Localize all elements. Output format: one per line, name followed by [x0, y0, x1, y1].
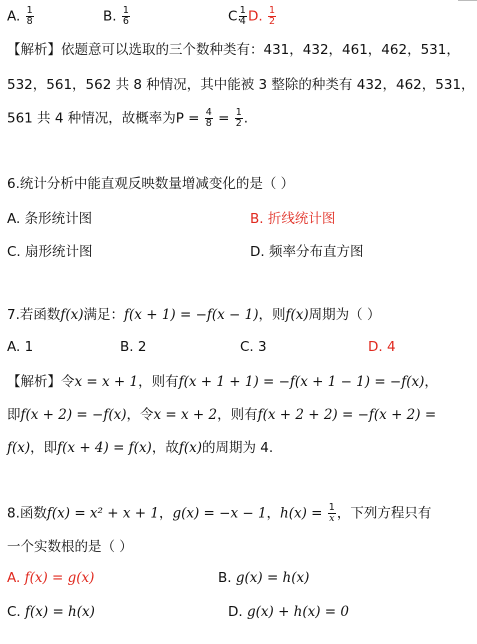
fraction	[122, 6, 130, 27]
denominator: 6	[122, 16, 129, 27]
math-expression: f(x + 1 + 1) = −f(x + 1 − 1) = −f(x)	[178, 374, 425, 390]
numerator: 1	[268, 5, 276, 16]
q7-analysis-line-3	[7, 438, 471, 458]
q5-analysis-line-3	[7, 108, 471, 129]
analysis-text: 【解析】令	[7, 374, 75, 390]
numerator: 1	[328, 502, 335, 513]
analysis-text: 即	[7, 407, 21, 423]
q7-analysis-line-1	[7, 372, 471, 392]
denominator: x	[329, 513, 335, 524]
equals-sign: =	[218, 110, 230, 127]
analysis-text: 561 共 4 种情况，故概率为P =	[7, 110, 200, 127]
q7-stem	[7, 305, 471, 325]
denominator: 2	[268, 16, 276, 27]
numerator: 1	[122, 5, 129, 16]
math-expression: f(x) = x² + x + 1	[46, 505, 159, 522]
q5-analysis-line-2: 532，561，562 共 8 种情况，其中能被 3 整除的种类有 432，462，531，	[7, 77, 475, 93]
stem-text: 满足：	[83, 307, 125, 323]
fraction	[26, 6, 34, 27]
analysis-text: ，则有	[138, 374, 179, 390]
q8-option-a	[7, 570, 94, 586]
denominator: 2	[235, 118, 242, 129]
math-expression: x = x + 2	[153, 407, 218, 423]
option-label: D.	[228, 604, 243, 620]
denominator: 8	[205, 118, 212, 129]
option-label: B.	[218, 570, 232, 586]
fraction	[235, 108, 243, 129]
option-label: C.	[7, 604, 21, 620]
analysis-text: ，故	[151, 440, 179, 456]
math-expression: f(x + 2) = −f(x)	[20, 407, 127, 423]
q7-option-a: A. 1	[7, 339, 34, 355]
q5-analysis-line-1: 【解析】依题意可以选取的三个数种类有：431，432，461，462，531，	[7, 42, 460, 58]
analysis-text: ，则有	[217, 407, 258, 423]
q8-stem-line-2: 一个实数根的是（ ）	[7, 539, 133, 555]
q7-option-d: D. 4	[368, 339, 396, 355]
option-label: A.	[7, 8, 21, 25]
stem-text: ，下列方程只有	[336, 505, 432, 522]
q5-option-c	[228, 6, 248, 27]
analysis-text: 的周期为 4.	[201, 440, 274, 456]
q6-option-d: D. 频率分布直方图	[250, 244, 364, 260]
q7-option-c: C. 3	[240, 339, 267, 355]
math-expression: f(x)	[178, 440, 202, 456]
option-label: B.	[103, 8, 117, 25]
stem-text: ，	[266, 505, 281, 522]
analysis-text: ，即	[30, 440, 58, 456]
stem-text: ，	[158, 505, 173, 522]
q8-option-c	[7, 604, 95, 620]
math-expression: f(x)	[60, 307, 84, 323]
math-expression: f(x + 4) = f(x)	[57, 440, 152, 456]
q7-option-b: B. 2	[120, 339, 147, 355]
math-expression: x = x + 1	[74, 374, 139, 390]
math-expression: f(x)	[285, 307, 309, 323]
analysis-text: ，	[424, 374, 438, 390]
stem-text: 7.若函数	[7, 307, 61, 323]
q6-option-b: B. 折线统计图	[250, 211, 336, 227]
analysis-text: ，令	[126, 407, 154, 423]
stem-text: ，则	[258, 307, 286, 323]
math-expression: g(x) = h(x)	[235, 570, 310, 586]
math-expression: g(x) + h(x) = 0	[246, 604, 349, 620]
math-expression: f(x + 1) = −f(x − 1)	[124, 307, 259, 323]
numerator: 1	[239, 5, 246, 16]
stem-text: 周期为（ ）	[308, 307, 381, 323]
q8-option-b	[218, 570, 309, 586]
stem-text: 8.函数	[7, 505, 47, 522]
option-label: C.	[228, 8, 242, 25]
numerator: 1	[235, 107, 242, 118]
option-label: A.	[7, 570, 21, 586]
math-expression: f(x)	[7, 440, 31, 456]
math-expression: g(x) = −x − 1	[172, 505, 267, 522]
q8-option-d	[228, 604, 349, 620]
option-label: D.	[248, 8, 263, 25]
q5-option-d	[248, 6, 277, 27]
fraction	[268, 6, 276, 27]
denominator: 8	[26, 16, 33, 27]
q5-option-a	[7, 6, 35, 27]
denominator: 4	[239, 16, 246, 27]
math-expression: f(x) = h(x)	[25, 604, 95, 620]
period: .	[243, 110, 249, 127]
math-expression: f(x) = g(x)	[24, 570, 95, 586]
fraction	[205, 108, 213, 129]
math-expression: f(x + 2 + 2) = −f(x + 2) =	[257, 407, 437, 423]
q6-option-c: C. 扇形统计图	[7, 244, 93, 260]
q8-stem	[7, 503, 471, 524]
q5-option-b	[103, 6, 131, 27]
q7-analysis-line-2	[7, 405, 471, 425]
page-edge-line	[458, 0, 477, 1]
q6-stem: 6.统计分析中能直观反映数量增减变化的是（ ）	[7, 176, 295, 192]
fraction	[328, 503, 336, 524]
numerator: 1	[26, 5, 33, 16]
numerator: 4	[205, 107, 212, 118]
fraction	[239, 6, 247, 27]
q6-option-a: A. 条形统计图	[7, 211, 93, 227]
math-expression: h(x) =	[280, 505, 323, 522]
